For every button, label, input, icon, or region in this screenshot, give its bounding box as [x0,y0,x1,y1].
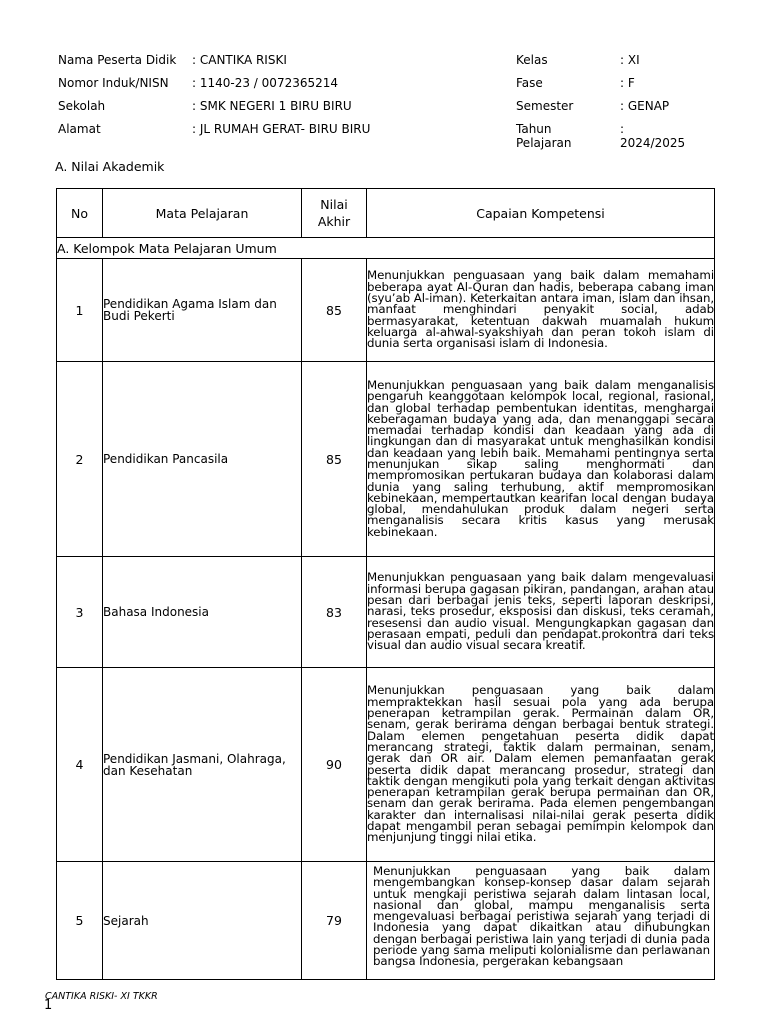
phase-value: : F [620,76,635,90]
name-value: : CANTIKA RISKI [192,53,287,67]
semester-value: : GENAP [620,99,670,113]
header-competency: Capaian Kompetensi [367,189,715,238]
row-subject: Pendidikan Pancasila [103,362,302,557]
row-competency: Menunjukkan penguasaan yang baik dalam memahami beberapa ayat Al-Quran dan hadis, beberapa cabang iman (syu’ab Al-iman). Keterkaitan antara iman, islam dan ihsan, manfaat menghindari penyakit social, adab bermasyarakat, ketentuan dakwah muamalah hukum keluarga al-ahwal-syakshiyah dan peran tokoh islam di dunia serta organisasi islam di Indonesia. [367,259,715,362]
address-value: : JL RUMAH GERAT- BIRU BIRU [192,122,371,136]
header-score [302,189,367,238]
header-score-line1: Nilai [320,197,348,212]
row-competency-cell [367,862,715,980]
page-number: 1 [44,998,53,1013]
year-value-line2: 2024/2025 [620,136,686,150]
nisn-label: Nomor Induk/NISN [58,76,169,90]
header-score-line2: Akhir [317,214,351,229]
footer-caption: CANTIKA RISKI- XI TKKR [45,991,158,1002]
school-label: Sekolah [58,99,106,113]
name-label: Nama Peserta Didik [58,53,177,67]
table-row [57,362,715,557]
header-subject: Mata Pelajaran [103,189,302,238]
row-score: 85 [302,259,367,362]
semester-label: Semester [516,99,574,113]
row-score: 85 [302,362,367,557]
row-no: 4 [57,668,103,862]
row-competency: Menunjukkan penguasaan yang baik dalam mempraktekkan hasil sesuai pola yang ada berupa penerapan ketrampilan gerak. Permainan dalam OR, senam, gerak berirama dengan berbagai bentuk strategi. Dalam elemen pengetahuan peserta didik dapat merancang strategi, taktik dalam permainan, senam, gerak dan OR air. Dalam elemen pemanfaatan gerak peserta didik dapat merancang prosedur, strategi dan taktik dengan mengikuti pola yang terkait dengan aktivitas penerapan ketrampilan gerak berupa permainan dan OR, senam dan gerak berirama. Pada elemen pengembangan karakter dan internalisasi nilai-nilai gerak peserta didik dapat mengambil peran sebagai pemimpin kelompok dan menjunjung tinggi nilai etika. [367,668,715,862]
group-row [57,238,715,259]
nisn-value: : 1140-23 / 0072365214 [192,76,339,90]
table-header-row [57,189,715,238]
grades-table [56,188,715,980]
row-no: 1 [57,259,103,362]
table-row [57,557,715,668]
address-label: Alamat [58,122,101,136]
row-no: 3 [57,557,103,668]
group-title: A. Kelompok Mata Pelajaran Umum [57,238,715,259]
row-subject: Sejarah [103,862,302,980]
row-no: 2 [57,362,103,557]
table-row [57,862,715,980]
class-value: : XI [620,53,640,67]
phase-label: Fase [516,76,543,90]
year-label-line2: Pelajaran [516,136,572,150]
row-competency-clip [367,862,714,979]
section-title: A. Nilai Akademik [55,159,165,174]
table-row [57,668,715,862]
year-value-line1: : [620,122,625,136]
row-no: 5 [57,862,103,980]
school-value: : SMK NEGERI 1 BIRU BIRU [192,99,352,113]
row-competency: Menunjukkan penguasaan yang baik dalam mengevaluasi informasi berupa gagasan pikiran, pandangan, arahan atau pesan dari berbagai jenis teks, seperti laporan deskripsi, narasi, teks prosedur, eksposisi dan diskusi, teks ceramah, resesensi dan audio visual. Mengungkapkan gagasan dan perasaan empati, peduli dan pendapat.prokontra dari teks visual dan audio visual secara kreatif. [367,557,715,668]
row-subject: Bahasa Indonesia [103,557,302,668]
row-competency: Menunjukkan penguasaan yang baik dalam menganalisis pengaruh keanggotaan kelompok local, regional, rasional, dan global terhadap pembentukan identitas, menghargai keberagaman budaya yang ada, dan menanggapi secara memadai terhadap kondisi dan keadaan yang ada di lingkungan dan di masyarakat untuk menghasilkan kondisi dan keadaan yang lebih baik. Memahami pentingnya serta menunjukan sikap saling menghormati dan mempromosikan pertukaran budaya dan kolaborasi dalam dunia yang saling terhubung, aktif mempromosikan kebinekaan, mempertautkan kearifan local dengan budaya global, mendahulukan produk dalam negeri serta menganalisis secara kritis kasus yang merusak kebinekaan. [367,362,715,557]
table-row [57,259,715,362]
row-score: 90 [302,668,367,862]
row-competency: Menunjukkan penguasaan yang baik dalam mengembangkan konsep-konsep dasar dalam sejarah untuk mengkaji peristiwa sejarah dalam lintasan local, nasional dan global, mampu menganalisis serta mengevaluasi berbagai peristiwa sejarah yang terjadi di Indonesia yang dapat dikaitkan atau dihubungkan dengan berbagai peristiwa lain yang terjadi di dunia pada periode yang sama meliputi kolonialisme dan perlawanan bangsa Indonesia, pergerakan kebangsaan [373,864,710,969]
year-label-line1: Tahun [516,122,552,136]
row-score: 83 [302,557,367,668]
header-no: No [57,189,103,238]
row-subject: Pendidikan Agama Islam dan Budi Pekerti [103,259,302,362]
class-label: Kelas [516,53,548,67]
row-subject: Pendidikan Jasmani, Olahraga, dan Kesehatan [103,668,302,862]
row-score: 79 [302,862,367,980]
